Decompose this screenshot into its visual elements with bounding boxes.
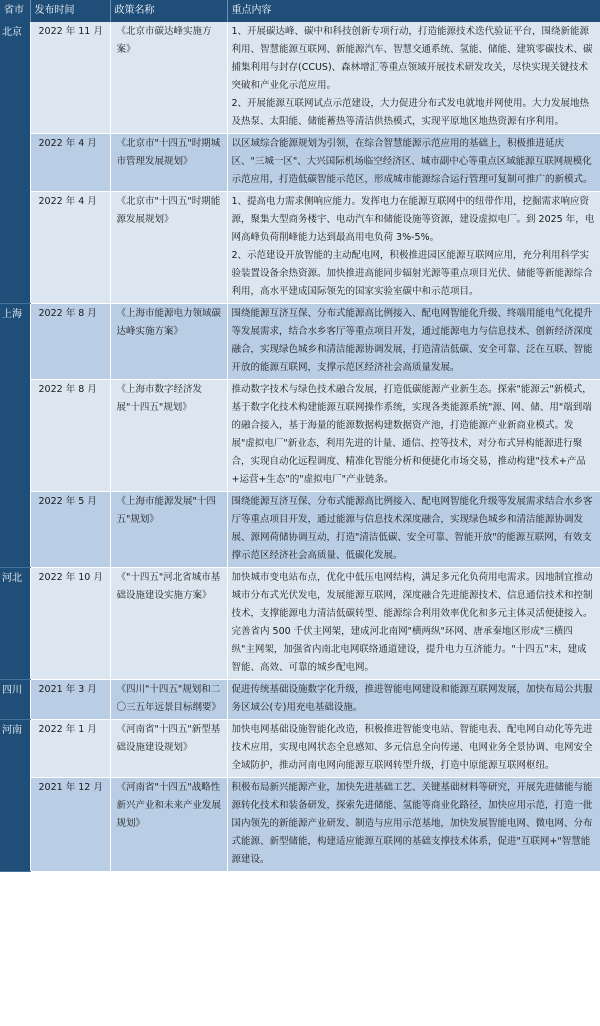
table-row — [0, 680, 600, 720]
content-cell — [227, 192, 600, 304]
table-row — [0, 492, 600, 568]
policy-name-cell: 《北京市碳达峰实施方案》 — [110, 22, 227, 134]
date-cell: 2022 年 5 月 — [30, 492, 110, 568]
policy-name-cell: 《上海市能源发展"十四五"规划》 — [110, 492, 227, 568]
policy-name-cell: 《河南省"十四五"新型基础设施建设规划》 — [110, 720, 227, 778]
table-body — [0, 22, 600, 872]
date-cell: 2022 年 11 月 — [30, 22, 110, 134]
content-cell — [227, 680, 600, 720]
content-cell — [227, 720, 600, 778]
date-cell: 2021 年 12 月 — [30, 778, 110, 872]
table-row — [0, 568, 600, 680]
header-row — [0, 0, 600, 22]
table-row — [0, 304, 600, 380]
policy-name-cell: 《北京市"十四五"时期城市管理发展规划》 — [110, 134, 227, 192]
content-cell — [227, 778, 600, 872]
content-paragraph: 2、示范建设开放智能的主动配电网，积极推进园区能源互联网应用，充分利用科学实验装置设备余热资源。加快推进高能同步辐射光源等重点项目光伏、储能等新能源综合利用，高水平建成国际领先的国家实验室碳中和示范项目。 — [231, 250, 593, 297]
table-row — [0, 134, 600, 192]
content-paragraph: 积极布局新兴能源产业，加快先进基础工艺、关键基础材料等研究，开展先进储能与能源转化技术和装备研发，探索先进储能、氢能等商业化路径，加快应用示范，打造一批国内领先的新能源产业研发、制造与应用示范基地，加快发展智能电网、微电网、分布式能源、新型储能，构建适应能源互联网的基础支撑技术体系，促进"互联网+"智慧能源建设。 — [231, 782, 593, 865]
content-paragraph: 1、提高电力需求侧响应能力。发挥电力在能源互联网中的纽带作用，挖掘需求响应资源，聚集大型商务楼宇、电动汽车和储能设施等资源，建设虚拟电厂。到 2025 年，电网高峰负荷削峰能力达到最高用电负荷 3%-5%。 — [231, 196, 595, 243]
policy-name-cell: 《上海市能源电力领域碳达峰实施方案》 — [110, 304, 227, 380]
policy-name-cell: 《上海市数字经济发展"十四五"规划》 — [110, 380, 227, 492]
date-cell: 2022 年 4 月 — [30, 134, 110, 192]
content-cell — [227, 492, 600, 568]
content-paragraph: 促进传统基础设施数字化升级，推进智能电网建设和能源互联网发展，加快布局公共服务区域公(专)用充电基础设施。 — [231, 684, 593, 713]
content-paragraph: 1、开展碳达峰、碳中和科技创新专项行动，打造能源技术迭代验证平台，围绕新能源利用、智慧能源互联网、新能源汽车、智慧交通系统、氢能、储能、建筑零碳技术、碳捕集利用与封存(CCUS)、森林增汇等重点领域开展技术研发攻关，尽快实现关键技术突破和产业化示范应用。 — [231, 26, 593, 91]
header-policy-name: 政策名称 — [110, 0, 227, 22]
table-row — [0, 380, 600, 492]
table-row — [0, 192, 600, 304]
table-row — [0, 720, 600, 778]
content-cell — [227, 134, 600, 192]
content-paragraph: 2、开展能源互联网试点示范建设，大力促进分布式发电就地并网使用。大力发展地热及热泵、太阳能、储能蓄热等清洁供热模式，实现平原地区地热资源有序利用。 — [231, 98, 590, 127]
date-cell: 2022 年 4 月 — [30, 192, 110, 304]
province-cell: 河南 — [0, 720, 30, 872]
policy-name-cell: 《河南省"十四五"战略性新兴产业和未来产业发展规划》 — [110, 778, 227, 872]
content-cell — [227, 304, 600, 380]
province-cell: 上海 — [0, 304, 30, 568]
header-province: 省市 — [0, 0, 30, 22]
date-cell: 2022 年 1 月 — [30, 720, 110, 778]
content-cell — [227, 22, 600, 134]
header-content: 重点内容 — [227, 0, 600, 22]
content-paragraph: 以区域综合能源规划为引领，在综合智慧能源示范应用的基础上，积极推进延庆区、"三城一区"、大兴国际机场临空经济区、城市副中心等重点区域能源互联网规模化示范应用，打造低碳智能示范区，形成城市能源综合运行管理可复制可推广的新模式。 — [231, 138, 593, 185]
policy-name-cell: 《四川"十四五"规划和二〇三五年远景目标纲要》 — [110, 680, 227, 720]
content-cell — [227, 568, 600, 680]
content-cell — [227, 380, 600, 492]
content-paragraph: 加快城市变电站布点，优化中低压电网结构，满足多元化负荷用电需求。因地制宜推动城市分布式光伏发电，发展能源互联网，深度融合先进能源技术、信息通信技术和控制技术，支撑能源电力清洁低碳转型、能源综合利用效率优化和多元主体灵活便捷接入。完善省内 500 千伏主网架，建成河北南网"横两纵"环网、唐承秦地区形成"三横四纵"主网架，加强省内南北电网联络通道建设，提升电力互济能力。"十四五"末，建成智能、高效、可靠的城乡配电网。 — [231, 572, 593, 673]
table-header — [0, 0, 600, 22]
date-cell: 2022 年 8 月 — [30, 304, 110, 380]
content-paragraph: 围绕能源互济互保、分布式能源高比例接入、配电网智能化升级等发展需求结合水乡客厅等重点项目开发，通过能源与信息技术深度融合，实现绿色城乡和清洁能源协调发展、源网荷储协调互动，打造"清洁低碳、安全可靠、智能开放"的能源互联网，有效支撑示范区经济社会高质量、低碳化发展。 — [231, 496, 593, 561]
province-cell: 北京 — [0, 22, 30, 304]
date-cell: 2021 年 3 月 — [30, 680, 110, 720]
date-cell: 2022 年 8 月 — [30, 380, 110, 492]
policy-name-cell: 《北京市"十四五"时期能源发展规划》 — [110, 192, 227, 304]
content-paragraph: 加快电网基础设施智能化改造，积极推进智能变电站、智能电表、配电网自动化等先进技术应用，实现电网状态全息感知、多元信息全向传递、电网业务全景协调、电网安全全域防护，推动河南电网向能源互联网转型升级，打造中原能源互联网枢纽。 — [231, 724, 593, 771]
province-cell: 四川 — [0, 680, 30, 720]
province-cell: 河北 — [0, 568, 30, 680]
table-row — [0, 778, 600, 872]
table-row — [0, 22, 600, 134]
header-date: 发布时间 — [30, 0, 110, 22]
date-cell: 2022 年 10 月 — [30, 568, 110, 680]
content-paragraph: 围绕能源互济互保、分布式能源高比例接入、配电网智能化升级、终端用能电气化提升等发展需求，结合水乡客厅等重点项目开发，通过能源电力与信息技术、创新经济深度融合，实现绿色城乡和清洁能源协调发展，打造清洁低碳、安全可靠、泛在互联、智能开放的能源互联网，支撑示范区经济社会高质量发展。 — [231, 308, 593, 373]
policy-name-cell: 《"十四五"河北省城市基础设施建设实施方案》 — [110, 568, 227, 680]
content-paragraph: 推动数字技术与绿色技术融合发展，打造低碳能源产业新生态。探索"能源云"新模式，基于数字化技术构建能源互联网操作系统，实现各类能源系统"源、网、储、用"端到端的融合接入，基于海量的能源数据构建数据资产池，打造能源产业新商业模式。发展"虚拟电厂"新业态，利用先进的计量、通信、控等技术，对分布式异构能源进行聚合，实现自动化远程调度、精准化智能分析和便捷化市场交易，推动构建"技术+产品+运营+生态"的"虚拟电厂"产业链条。 — [231, 384, 592, 485]
